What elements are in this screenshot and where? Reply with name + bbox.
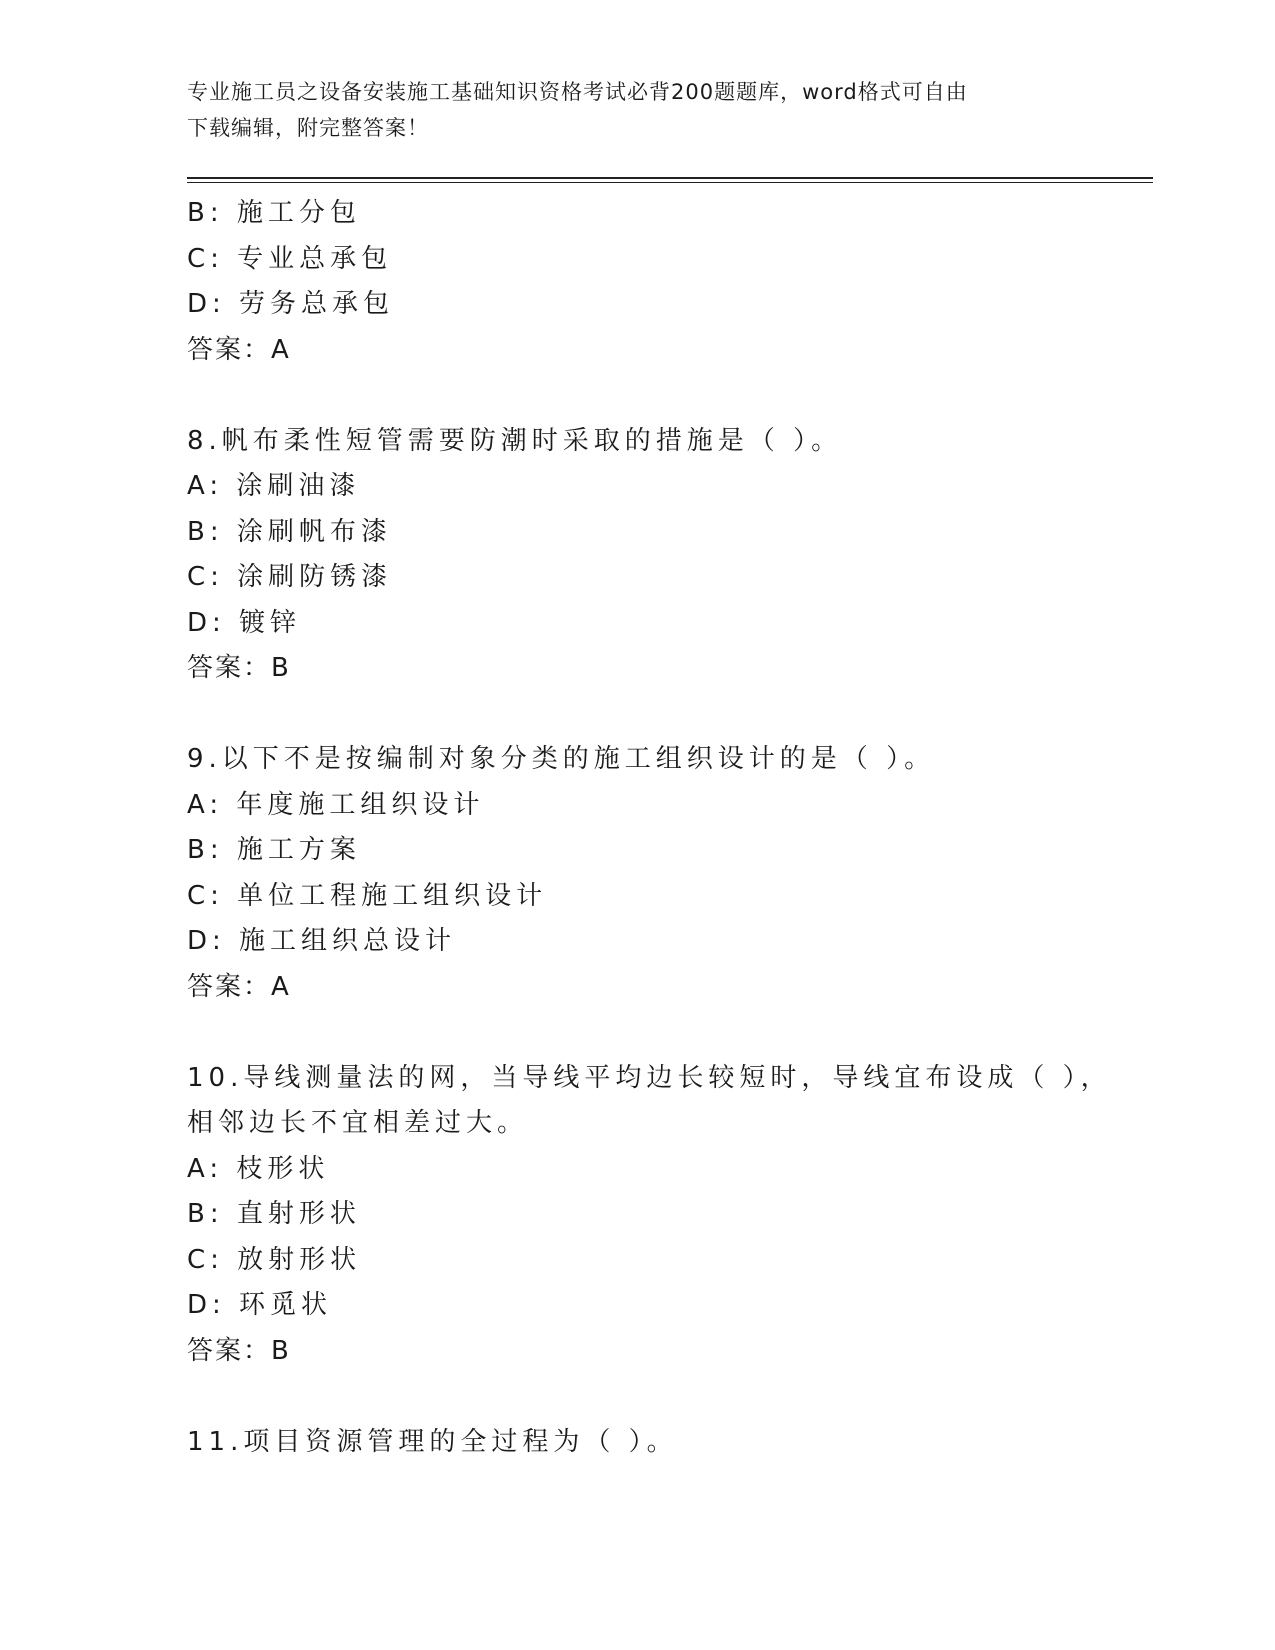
option-d: D: 劳务总承包 — [187, 289, 395, 319]
question-text: 9.以下不是按编制对象分类的施工组织设计的是（ ）。 — [187, 744, 936, 774]
option-c: C: 专业总承包 — [187, 243, 393, 274]
option-c: C: 放射形状 — [187, 1244, 362, 1275]
question-text: 8.帆布柔性短管需要防潮时采取的措施是（ ）。 — [187, 425, 843, 456]
option-b: B: 涂刷帆布漆 — [187, 516, 392, 547]
question-block-7 — [187, 191, 1087, 373]
question-text-line-2: 相邻边长不宜相差过大。 — [187, 1108, 529, 1138]
spacer — [187, 1374, 1087, 1420]
answer: 答案：B — [187, 1335, 291, 1366]
header-title-line-2: 下载编辑，附完整答案！ — [187, 116, 429, 140]
question-block-11 — [187, 1420, 1087, 1466]
option-c: C: 单位工程施工组织设计 — [187, 880, 548, 911]
answer: 答案：B — [187, 653, 291, 683]
option-a: A: 枝形状 — [187, 1153, 330, 1184]
option-b: B: 直射形状 — [187, 1199, 361, 1229]
header-divider-bottom — [187, 182, 1153, 183]
spacer — [187, 373, 1087, 419]
question-block-8 — [187, 419, 1087, 692]
header-divider-top — [187, 177, 1153, 179]
option-c: C: 涂刷防锈漆 — [187, 562, 393, 592]
option-d: D: 镀锌 — [187, 607, 302, 638]
question-text: 11.项目资源管理的全过程为（ ）。 — [187, 1426, 678, 1457]
question-text-line-1: 10.导线测量法的网，当导线平均边长较短时，导线宜布设成（ ）， — [187, 1062, 1112, 1093]
question-block-9 — [187, 737, 1087, 1010]
document-header — [187, 74, 1087, 146]
option-b: B: 施工分包 — [187, 198, 361, 228]
option-a: A: 涂刷油漆 — [187, 471, 361, 501]
option-a: A: 年度施工组织设计 — [187, 789, 485, 820]
spacer — [187, 692, 1087, 738]
spacer — [187, 1010, 1087, 1056]
header-title-line-1: 专业施工员之设备安装施工基础知识资格考试必背200题题库，word格式可自由 — [187, 80, 968, 104]
answer: 答案：A — [187, 334, 291, 365]
question-list — [187, 191, 1112, 1465]
option-b: B: 施工方案 — [187, 835, 361, 865]
option-d: D: 环觅状 — [187, 1290, 333, 1320]
option-d: D: 施工组织总设计 — [187, 926, 457, 956]
answer: 答案：A — [187, 971, 291, 1002]
question-block-10 — [187, 1056, 1112, 1375]
